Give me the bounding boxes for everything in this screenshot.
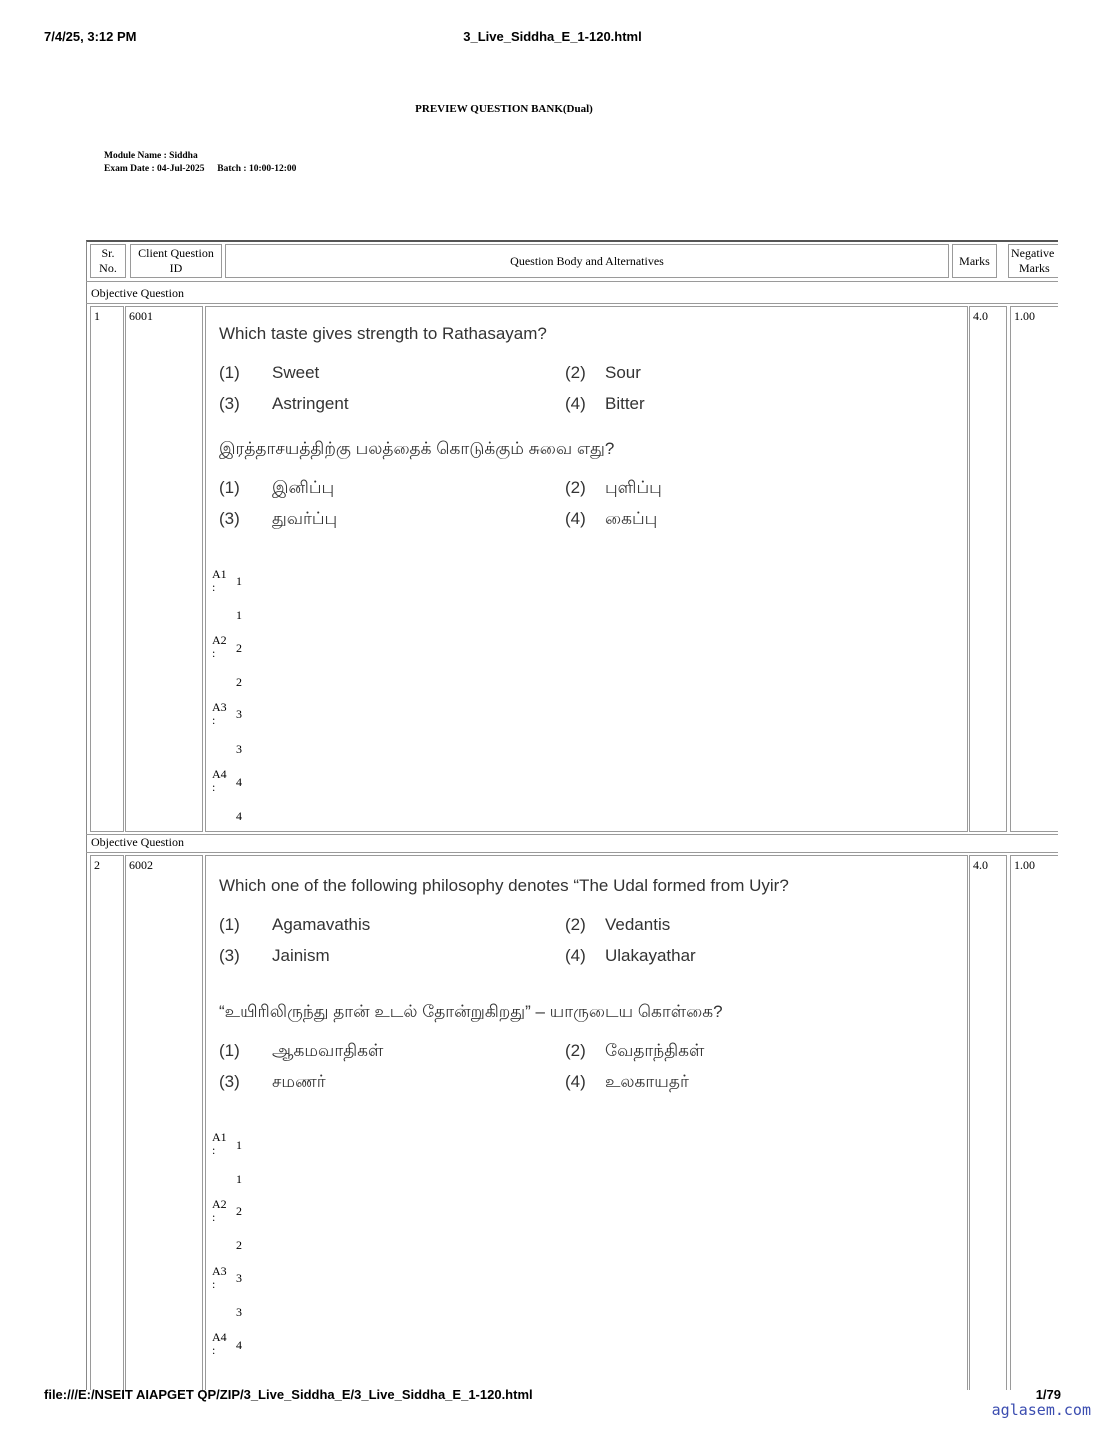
- option-number: (3): [219, 1072, 240, 1091]
- question-body: [205, 855, 968, 1390]
- option-text: Ulakayathar: [605, 946, 696, 965]
- alternative-value: 2: [236, 1204, 242, 1218]
- question-negative-marks: 1.00: [1010, 855, 1058, 1390]
- option-number: (1): [219, 363, 240, 382]
- option-number: (2): [565, 478, 586, 497]
- print-filename: 3_Live_Siddha_E_1-120.html: [463, 29, 642, 44]
- option-number: (1): [219, 478, 240, 497]
- alternative-value: 1: [236, 574, 242, 588]
- watermark: aglasem.com: [991, 1401, 1091, 1419]
- header-question-body: Question Body and Alternatives: [225, 244, 949, 278]
- option-text: வேதாந்திகள்: [605, 1041, 705, 1060]
- alternative-label: A4 :: [212, 1330, 227, 1357]
- option-number: (2): [565, 363, 586, 382]
- question-sr: 1: [90, 306, 124, 832]
- option-number: (1): [219, 1041, 240, 1060]
- alternative-label: A1 :: [212, 1130, 227, 1157]
- alternative-label: A2 :: [212, 633, 227, 660]
- option-text: சமணர்: [272, 1072, 326, 1091]
- alternative-value: 3: [236, 1271, 242, 1285]
- header-sr-no: Sr. No.: [90, 244, 126, 278]
- section-label: Objective Question: [91, 835, 184, 849]
- header-negative-marks: Negative Marks: [1008, 244, 1058, 278]
- exam-date: Exam Date : 04-Jul-2025: [104, 164, 205, 174]
- option-number: (4): [565, 509, 586, 528]
- header-client-id: Client Question ID: [130, 244, 222, 278]
- alternative-value: 3: [236, 742, 242, 756]
- alternative-value: 1: [236, 608, 242, 622]
- option-number: (4): [565, 946, 586, 965]
- option-text: Vedantis: [605, 915, 671, 934]
- question-negative-marks: 1.00: [1010, 306, 1058, 832]
- header-marks: Marks: [952, 244, 997, 278]
- alternative-label: A3 :: [212, 700, 227, 727]
- alternative-value: 2: [236, 675, 242, 689]
- option-text: Astringent: [272, 394, 349, 413]
- option-number: (4): [565, 1072, 586, 1091]
- question-text-english: Which one of the following philosophy denotes “The Udal formed from Uyir?: [219, 876, 789, 895]
- alternative-value: 3: [236, 707, 242, 721]
- option-number: (3): [219, 946, 240, 965]
- option-number: (2): [565, 915, 586, 934]
- exam-meta: [104, 150, 296, 176]
- question-marks: 4.0: [969, 855, 1007, 1390]
- question-text-tamil: “உயிரிலிருந்து தான் உடல் தோன்றுகிறது” – யாருடைய கொள்கை?: [219, 1002, 723, 1021]
- option-number: (4): [565, 394, 586, 413]
- question-text-tamil: இரத்தாசயத்திற்கு பலத்தைக் கொடுக்கும் சுவை எது?: [219, 439, 615, 458]
- option-text: உலகாயதர்: [605, 1072, 689, 1091]
- alternative-value: 4: [236, 809, 242, 823]
- alternative-value: 2: [236, 1238, 242, 1252]
- alternative-value: 1: [236, 1138, 242, 1152]
- option-text: Bitter: [605, 394, 645, 413]
- exam-batch: Batch : 10:00-12:00: [217, 164, 297, 174]
- alternative-label: A3 :: [212, 1264, 227, 1291]
- option-text: Sour: [605, 363, 641, 382]
- alternative-value: 3: [236, 1305, 242, 1319]
- alternative-label: A2 :: [212, 1197, 227, 1224]
- alternative-value: 1: [236, 1172, 242, 1186]
- option-number: (3): [219, 394, 240, 413]
- print-datetime: 7/4/25, 3:12 PM: [44, 29, 137, 44]
- section-label: Objective Question: [91, 286, 184, 300]
- option-text: Jainism: [272, 946, 330, 965]
- option-text: Sweet: [272, 363, 320, 382]
- option-text: இனிப்பு: [272, 478, 335, 497]
- option-number: (3): [219, 509, 240, 528]
- question-marks: 4.0: [969, 306, 1007, 832]
- alternative-value: 2: [236, 641, 242, 655]
- option-number: (2): [565, 1041, 586, 1060]
- option-text: ஆகமவாதிகள்: [272, 1041, 384, 1060]
- alternative-label: A1 :: [212, 567, 227, 594]
- option-text: புளிப்பு: [605, 478, 662, 497]
- alternative-label: A4 :: [212, 767, 227, 794]
- alternative-value: 4: [236, 1338, 242, 1352]
- client-question-id: 6001: [125, 306, 203, 832]
- option-number: (1): [219, 915, 240, 934]
- client-question-id: 6002: [125, 855, 203, 1390]
- option-text: Agamavathis: [272, 915, 371, 934]
- option-text: துவர்ப்பு: [272, 509, 338, 528]
- question-text-english: Which taste gives strength to Rathasayam?: [219, 324, 547, 343]
- page-title: PREVIEW QUESTION BANK(Dual): [415, 103, 593, 115]
- module-name: Module Name : Siddha: [104, 151, 198, 161]
- print-file-path: file:///E:/NSEIT AIAPGET QP/ZIP/3_Live_Siddha_E/3_Live_Siddha_E_1-120.html: [44, 1387, 533, 1402]
- question-table: [86, 240, 1058, 1390]
- alternative-value: 4: [236, 775, 242, 789]
- page-number: 1/79: [1035, 1387, 1061, 1402]
- question-sr: 2: [90, 855, 124, 1390]
- question-body: [205, 306, 968, 832]
- option-text: கைப்பு: [605, 509, 658, 528]
